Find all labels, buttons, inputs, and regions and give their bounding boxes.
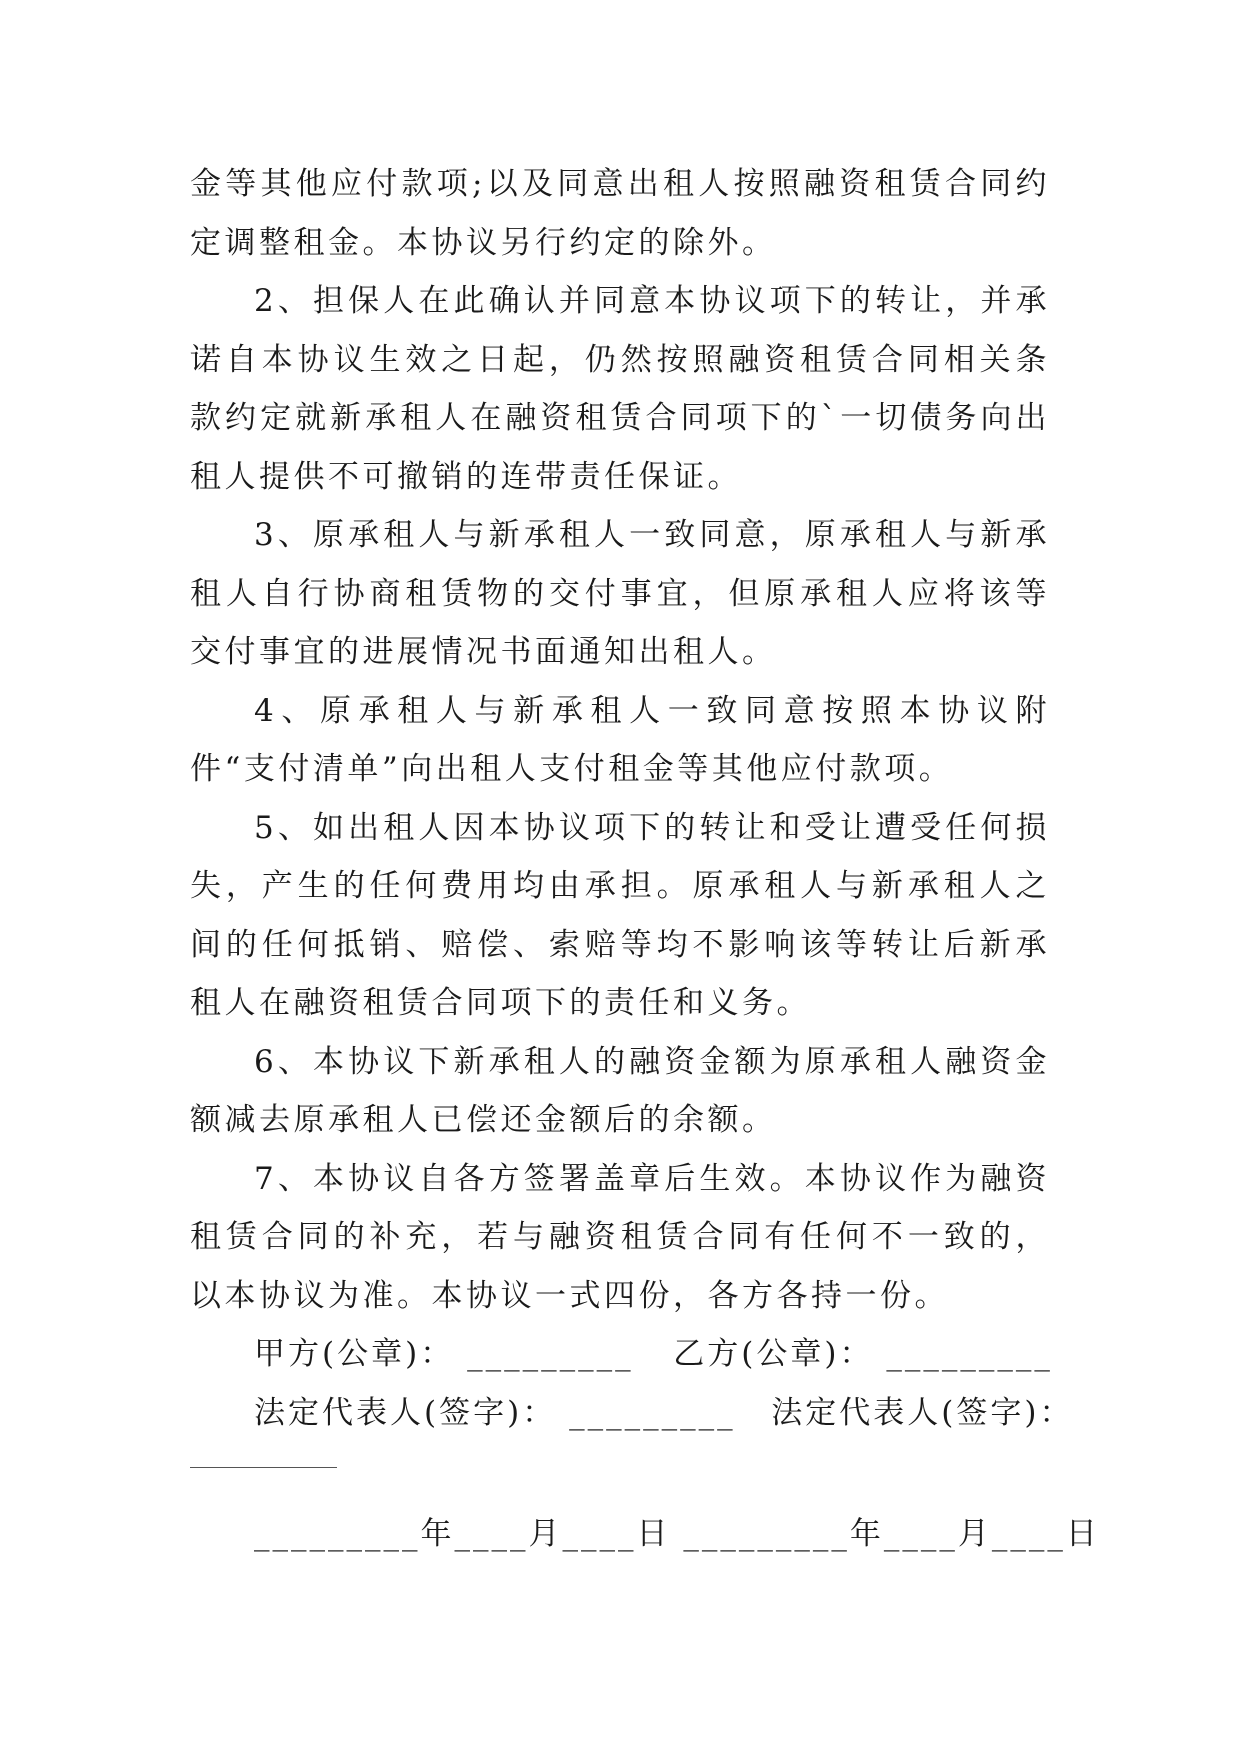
party-a-rep-blank: _________ [569,1394,736,1431]
party-a-seal-label: 甲方(公章)： [254,1336,455,1372]
paragraph-clause-2: 2、担保人在此确认并同意本协议项下的转让，并承诺自本协议生效之日起，仍然按照融资租赁合同相关条款约定就新承租人在融资租赁合同项下的`一切债务向出租人提供不可撤销的连带责任保证。 [190,283,1050,495]
party-b-rep-label: 法定代表人(签字)： [771,1394,1074,1431]
paragraph-clause-5: 5、如出租人因本协议项下的转让和受让遭受任何损失，产生的任何费用均由承担。原承租人与新承租人之间的任何抵销、赔偿、索赔等均不影响该等转让后新承租人在融资租赁合同项下的责任和义务。 [190,809,1050,1021]
party-a-seal-blank: _________ [467,1336,634,1372]
paragraph-clause-6: 6、本协议下新承租人的融资金额为原承租人融资金额减去原承租人已偿还金额后的余额。 [190,1043,1050,1138]
paragraph-clause-7: 7、本协议自各方签署盖章后生效。本协议作为融资租赁合同的补充，若与融资租赁合同有任何不一致的，以本协议为准。本协议一式四份，各方各持一份。 [190,1160,1050,1314]
paragraph-clause-4: 4、原承租人与新承租人一致同意按照本协议附件“支付清单”向出租人支付租金等其他应付款项。 [190,692,1050,787]
party-a-rep-label: 法定代表人(签字)： [254,1394,557,1431]
paragraph-clause-3: 3、原承租人与新承租人一致同意，原承租人与新承租人自行协商租赁物的交付事宜，但原承租人应将该等交付事宜的进展情况书面通知出租人。 [190,517,1050,670]
party-b-seal-label: 乙方(公章)： [673,1336,874,1372]
paragraph-continuation: 金等其他应付款项;以及同意出租人按照融资租赁合同约定调整租金。本协议另行约定的除外。 [190,166,1050,261]
document-body [190,155,1074,1442]
party-b-rep-blank-line [190,1467,337,1468]
representative-line [190,1384,1074,1443]
date-line: _________年____月____日 _________年____月____日 [254,1516,1100,1552]
party-b-seal-blank: _________ [886,1336,1053,1372]
seal-line [190,1325,1053,1384]
